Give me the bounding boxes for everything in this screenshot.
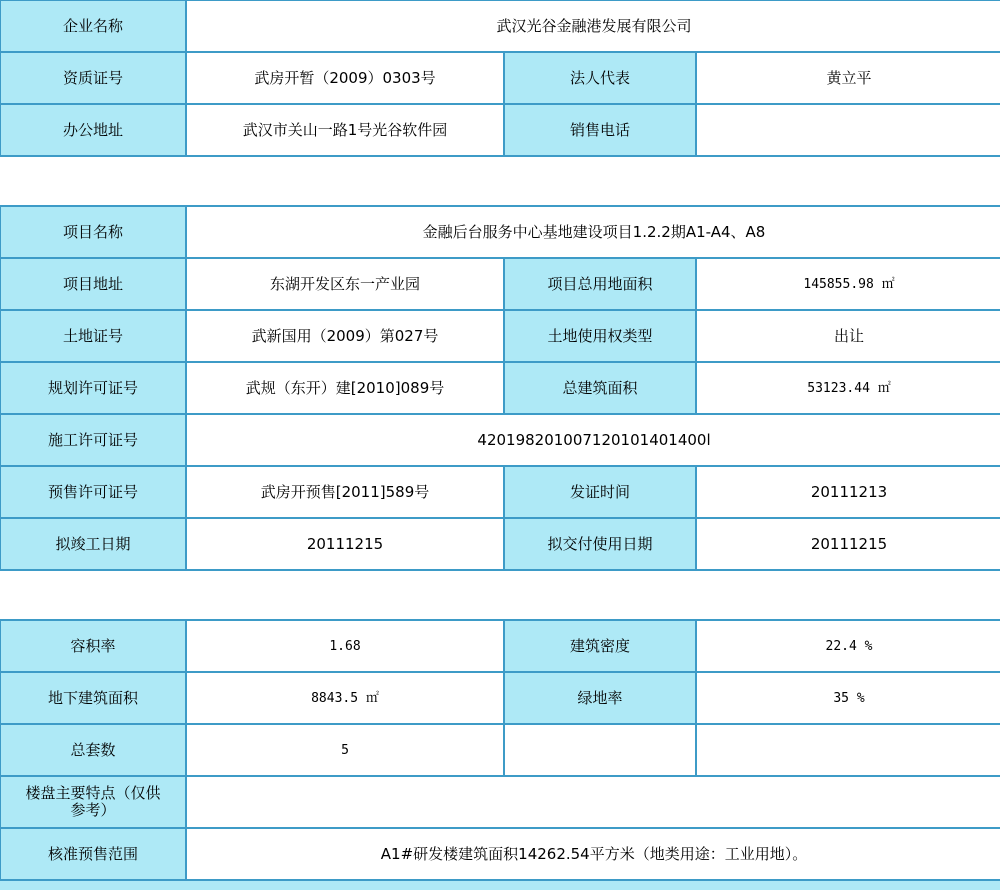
- company-name-value: 武汉光谷金融港发展有限公司: [186, 0, 1000, 52]
- row-presale-scope: [0, 828, 1000, 880]
- total-floor-area-label: 总建筑面积: [504, 362, 696, 414]
- company-name-label: 企业名称: [0, 0, 186, 52]
- gap-cell: [0, 570, 1000, 620]
- issue-date-value: 20111213: [696, 466, 1000, 518]
- legal-rep-label: 法人代表: [504, 52, 696, 104]
- row-project-address: [0, 258, 1000, 310]
- land-cert-label: 土地证号: [0, 310, 186, 362]
- office-value: 武汉市关山一路1号光谷软件园: [186, 104, 504, 156]
- presale-permit-value: 武房开预售[2011]589号: [186, 466, 504, 518]
- land-use-type-label: 土地使用权类型: [504, 310, 696, 362]
- row-total-units: [0, 724, 1000, 776]
- empty-cell: [696, 724, 1000, 776]
- land-area-value: 145855.98 ㎡: [696, 258, 1000, 310]
- row-land-cert: [0, 310, 1000, 362]
- land-area-label: 项目总用地面积: [504, 258, 696, 310]
- project-name-label: 项目名称: [0, 206, 186, 258]
- gap-cell: [0, 156, 1000, 206]
- land-use-type-value: 出让: [696, 310, 1000, 362]
- green-ratio-label: 绿地率: [504, 672, 696, 724]
- row-far: [0, 620, 1000, 672]
- construction-permit-label: 施工许可证号: [0, 414, 186, 466]
- row-dates: [0, 518, 1000, 570]
- row-underground: [0, 672, 1000, 724]
- density-value: 22.4 %: [696, 620, 1000, 672]
- row-features: [0, 776, 1000, 828]
- total-units-label: 总套数: [0, 724, 186, 776]
- density-label: 建筑密度: [504, 620, 696, 672]
- row-presale-permit: [0, 466, 1000, 518]
- presale-scope-value: A1#研发楼建筑面积14262.54平方米（地类用途：工业用地）。: [186, 828, 1000, 880]
- total-floor-area-value: 53123.44 ㎡: [696, 362, 1000, 414]
- license-label: 资质证号: [0, 52, 186, 104]
- delivery-date-value: 20111215: [696, 518, 1000, 570]
- project-address-label: 项目地址: [0, 258, 186, 310]
- far-label: 容积率: [0, 620, 186, 672]
- legal-rep-value: 黄立平: [696, 52, 1000, 104]
- project-address-value: 东湖开发区东一产业园: [186, 258, 504, 310]
- features-value: [186, 776, 1000, 828]
- phone-value: [696, 104, 1000, 156]
- far-value: 1.68: [186, 620, 504, 672]
- land-cert-value: 武新国用（2009）第027号: [186, 310, 504, 362]
- row-company-name: [0, 0, 1000, 52]
- row-office: [0, 104, 1000, 156]
- row-project-name: [0, 206, 1000, 258]
- presale-scope-label: 核准预售范围: [0, 828, 186, 880]
- green-ratio-value: 35 %: [696, 672, 1000, 724]
- planning-permit-value: 武规（东开）建[2010]089号: [186, 362, 504, 414]
- presale-permit-label: 预售许可证号: [0, 466, 186, 518]
- total-units-value: 5: [186, 724, 504, 776]
- section-gap: [0, 570, 1000, 620]
- section-gap: [0, 156, 1000, 206]
- row-construction-permit: [0, 414, 1000, 466]
- planning-permit-label: 规划许可证号: [0, 362, 186, 414]
- construction-permit-value: 420198201007120101401400l: [186, 414, 1000, 466]
- empty-cell: [504, 724, 696, 776]
- completion-date-label: 拟竣工日期: [0, 518, 186, 570]
- row-license: [0, 52, 1000, 104]
- phone-label: 销售电话: [504, 104, 696, 156]
- completion-date-value: 20111215: [186, 518, 504, 570]
- features-label: 楼盘主要特点（仅供参考）: [0, 776, 186, 828]
- underground-area-label: 地下建筑面积: [0, 672, 186, 724]
- issue-date-label: 发证时间: [504, 466, 696, 518]
- office-label: 办公地址: [0, 104, 186, 156]
- license-value: 武房开暂（2009）0303号: [186, 52, 504, 104]
- row-planning-permit: [0, 362, 1000, 414]
- underground-area-value: 8843.5 ㎡: [186, 672, 504, 724]
- delivery-date-label: 拟交付使用日期: [504, 518, 696, 570]
- project-name-value: 金融后台服务中心基地建设项目1.2.2期A1-A4、A8: [186, 206, 1000, 258]
